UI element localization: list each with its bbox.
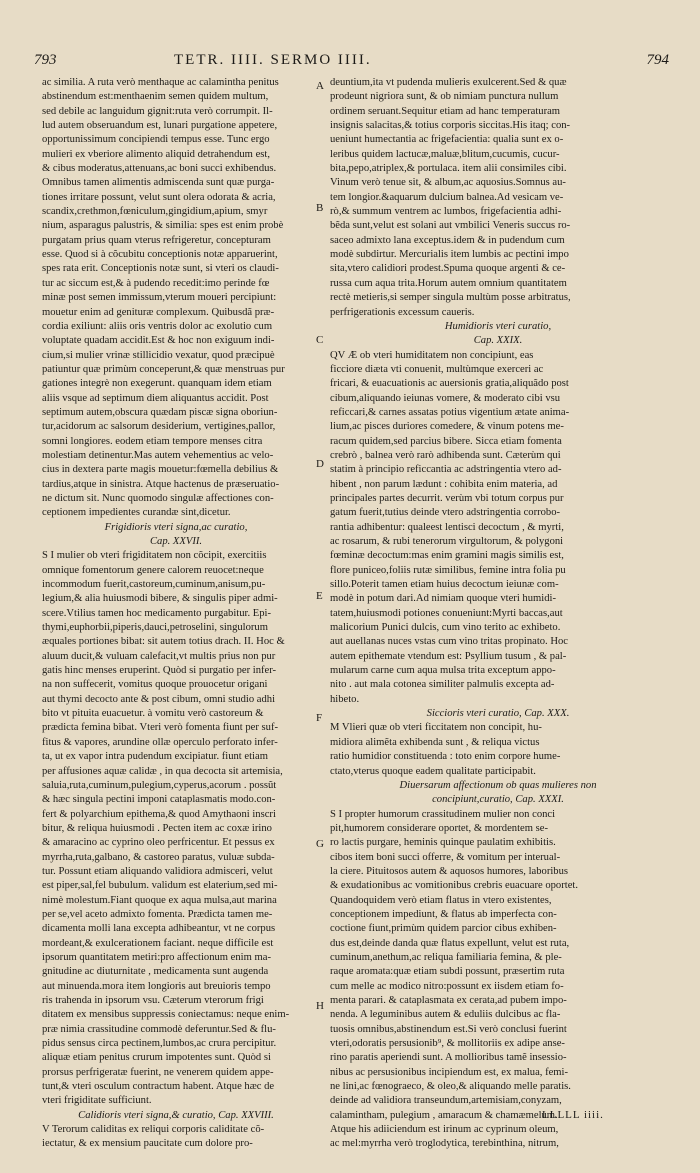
text-line: pidus sensus circa pectinem,lumbos,ac crura percipitur.	[42, 1038, 277, 1050]
text-line: ne lini,ac fœnograeco, & oleo,& aliquando melle paratis.	[330, 1081, 571, 1093]
text-line: cium,si mulier vrinæ stillicidio vexatur, quod præcipuè	[42, 349, 275, 361]
text-line: tiones irritare possunt, velut sunt olera odorata & acria,	[42, 191, 276, 203]
paragraph-opening-line: M Vlieri quæ ob vteri ficcitatem non concipit, hu-	[330, 722, 542, 734]
text-line: fricari, & euacuationis ac auersionis gratia,aliquãdo post	[330, 378, 569, 390]
text-line: menta parari. & cataplasmata ex cerata,ad pubem impo-	[330, 995, 567, 1006]
text-line: ris trahenda in ipsorum vsu. Cæterum vterorum frigi	[42, 995, 264, 1006]
text-line: abstinendum est:menthaenim semen quidem multum,	[42, 91, 269, 103]
left-column	[42, 76, 310, 1152]
text-line: per se,vel aceto admixto fomenta. Prædicta tamen me-	[42, 908, 273, 920]
text-line: conceptionem impediunt, & flatus ab imperfecta con-	[330, 908, 557, 920]
text-line: ac similia. A ruta verò menthaque ac calamintha penitus	[42, 77, 279, 88]
text-line: tur ac siccum est,& à pudendo recedit:imo perinde fœ	[42, 277, 270, 289]
text-line: opportunissimum concipiendi tempus esse. Tunc ergo	[42, 134, 270, 146]
text-line: modè subdirtur. Mercurialis item lumbis ac pectini impo	[330, 249, 569, 261]
text-line: aliis vsque ad septimum diem aliquantus accidit. Post	[42, 392, 269, 404]
text-line: aut auellanas nuces vstas cum vino tritas propinato. Hoc	[330, 636, 569, 648]
text-line: ac rosarum, & rubi tenerorum virgultorum, & polygoni	[330, 536, 564, 547]
text-line: tur. Possunt etiam aliquando validiora admisceri, velut	[42, 865, 273, 877]
text-line: cibum,aliquando ieiunas vomere, & moderato cibi vsu	[330, 392, 561, 404]
text-line: midiora alimẽta exhibenda sunt , & reliqua victus	[330, 736, 540, 748]
text-line: rò,& summum ventrem ac lumbos, frigefacientia adhi-	[330, 206, 562, 218]
text-line: rino paratis aperiendi sunt. A mollioribus tamẽ insessio-	[330, 1052, 567, 1064]
text-line: bita,pepo,atriplex,& portulaca. item alii consimiles cibi.	[330, 163, 567, 175]
text-line: raque aromata:quæ etiam subdi possunt, præsertim ruta	[330, 966, 565, 978]
text-line: purgatam prius quam vterus refrigeretur, concepturam	[42, 234, 271, 246]
text-line: per affusiones aquæ calidæ , in qua decocta sit artemisia,	[42, 765, 283, 777]
text-line: flore puniceo,foliis rutæ similibus, femine intra folia pu	[330, 564, 566, 576]
text-line: legium,& alia huiusmodi bibere, & singulis piper admi-	[42, 593, 278, 605]
text-line: cius in dextera parte magis mouetur:fœmella debilius &	[42, 464, 279, 476]
text-line: insignis salacitas,& totius corporis siccitas.His itaq; con-	[330, 120, 571, 132]
chapter-heading: Calidioris vteri signa,& curatio, Cap. XXVIII.	[78, 1109, 274, 1121]
text-line: prorsus perfrigeratæ fuerint, ne venerem quidem appe-	[42, 1066, 274, 1078]
text-line: tatem,huiusmodi potiones conueniunt:Myrti baccas,aut	[330, 607, 563, 619]
page-number-right: 794	[646, 52, 669, 68]
text-line: malicorium Punici dulcis, cum vino terito ac exhibeto.	[330, 622, 561, 634]
text-line: tunt,& vteri osculum contractum habent. Atque hæc de	[42, 1081, 275, 1093]
text-line: scandix,crethmon,fœniculum,gingidium,apium, smyr	[42, 206, 268, 218]
text-line: cordia exiliunt: aliis oris ventris dolor ac exolutio cum	[42, 320, 273, 332]
text-line: bito vt pituita euacuetur. à vomitu verò castoreum &	[42, 708, 264, 720]
text-line: russa cum aqua trita.Horum autem omnium quantitatem	[330, 277, 567, 289]
margin-letter: H	[316, 1000, 324, 1012]
text-line: ratio humidior constituenda : toto enim corpore hume-	[330, 751, 561, 763]
text-line: nenda. A leguminibus autem & eduliis dulcibus ac fla-	[330, 1009, 561, 1021]
text-line: præ nimia crassitudine commodè deferuntur.Sed & flu-	[42, 1023, 276, 1035]
text-line: rantia adhibentur: qualeest lentisci decoctum , & myrti,	[330, 521, 564, 533]
text-line: tardius,atque in sinistra. Atque hactenus de præseruatio-	[42, 478, 280, 490]
text-line: hibeto.	[330, 693, 360, 705]
text-line: ne dictum sit. Nunc quomodo singulæ affectiones con-	[42, 492, 274, 504]
text-line: coctione fiunt,primùm quidem parcior cibus exhiben-	[330, 923, 557, 935]
margin-letter: D	[316, 458, 324, 470]
text-line: sita,vtero calidiori prodest.Spuma quoque argenti & ce-	[330, 263, 566, 275]
text-line: ro lactis purgare, heminis quinque paulatim exhibitis.	[330, 837, 556, 849]
text-line: dus est,deinde danda quæ flatus expellunt, velut est ruta,	[330, 937, 570, 949]
chapter-heading: concipiunt,curatio, Cap. XXXI.	[432, 794, 564, 806]
text-line: fœminæ decoctum:mas enim gramini magis similis est,	[330, 550, 564, 562]
text-line: fert & polyarchium epithema,& quod Amythaoni inscri	[42, 808, 276, 820]
text-line: calamintham, pulegium , amaracum & chamæmelum.	[330, 1109, 558, 1121]
text-line: vteri frigiditate sufficiunt.	[42, 1095, 152, 1107]
text-line: bẽda sunt,velut est solani aut vmbilici Veneris succus ro-	[330, 220, 571, 232]
text-line: nimè molestum.Fiant quoque ex aqua mulsa,aut marina	[42, 894, 277, 906]
margin-section-letters	[316, 0, 330, 1100]
signature-mark: LLLLL iiii.	[542, 1109, 604, 1121]
text-line: la ciere. Pituitosos autem & aquosos humores, laboribus	[330, 865, 569, 877]
margin-letter: A	[316, 80, 324, 92]
text-line: reficcari,& carnes assatas potius vigentium ætate anima-	[330, 406, 570, 418]
text-line: statim à principio reficcantia ac adstringentia vtero ad-	[330, 464, 562, 476]
text-line: deuntium,ita vt pudenda mulieris exulcerent.Sed & quæ	[330, 77, 567, 88]
text-line: patiuntur quæ primùm conceperunt,& quæ menstruas pur	[42, 363, 285, 375]
text-line: mordeant,& exulcerationem faciant. neque difficile est	[42, 937, 274, 949]
text-line: bitur, & reliqua huiusmodi . Pecten item ac coxæ irino	[42, 822, 272, 834]
text-line: rectè metieris,si semper singula multùm posse arbitratus,	[330, 292, 571, 304]
text-line: perfrigerationis excessum caueris.	[330, 306, 475, 318]
text-line: ueniunt humectantia ac frigefacientia: qualia sunt ex o-	[330, 134, 564, 146]
text-line: na non suffecerit, vomitus quoque prouocetur origani	[42, 679, 268, 691]
chapter-heading: Diuersarum affectionum ob quas mulieres non	[399, 779, 597, 791]
text-line: racum quidem,sed parcius bibere. Sicca etiam fomenta	[330, 435, 562, 447]
right-column	[330, 76, 666, 1152]
text-line: somni longiores. eodem etiam tempore menses citra	[42, 435, 263, 447]
text-line: nito . aut mala cotonea similiter palmulis excepta ad-	[330, 679, 555, 691]
chapter-heading: Cap. XXVII.	[149, 536, 203, 547]
chapter-heading: Cap. XXIX.	[473, 335, 523, 347]
text-line: nibus ac persusionibus incipiendum est, ex malua, femi-	[330, 1066, 569, 1078]
text-line: ac mel:myrrha verò troglodytica, terebinthina, nitrum,	[330, 1138, 559, 1150]
text-line: ditatem ex mensibus suppressis coniectamus: neque enim-	[42, 1009, 290, 1021]
text-line: pit,humorem considerare oportet, & mordentem se-	[330, 822, 548, 834]
text-line: est piper,sal,fel bubulum. validum est elaterium,sed mi-	[42, 880, 278, 892]
margin-letter: F	[316, 712, 323, 724]
chapter-heading: Humidioris vteri curatio,	[444, 320, 552, 332]
text-line: mouetur enim ad genituræ complexum. Quibusdã præ-	[42, 306, 275, 318]
text-line: & hæc singula pectini imponi cataplasmatis modo.con-	[42, 794, 276, 806]
text-line: iectatur, & ex mensium paucitate cum dolore pro-	[42, 1138, 253, 1150]
text-line: mularum carne cum aqua mulsa trita exceptum appo-	[330, 665, 556, 677]
text-line: & amaracino ac cyprino oleo perfricentur. Et pessus ex	[42, 837, 275, 849]
text-line: & cibus moderatus,attenuans,ac boni succi exhibendus.	[42, 163, 277, 175]
text-line: cuminum,anethum,ac reliqua familiaria femina, & ple-	[330, 951, 562, 963]
text-line: ceptionem impedientes curandæ sint,dicetur.	[42, 507, 231, 519]
text-line: modè in potum dari.Ad nimiam quoque vteri humidi-	[330, 593, 556, 605]
margin-letter: C	[316, 334, 324, 346]
text-line: saluia,ruta,cuminum,pulegium,cyperus,acorum . possũt	[42, 779, 277, 791]
text-line: ta, ut ex vapor intra pudendum excipiatur. fiunt etiam	[42, 751, 268, 763]
text-line: aluum ducit,& vuluam calefacit,vt multis prius non pur	[42, 650, 276, 662]
text-line: spes rata erit. Conceptionis notæ sunt, si vteri os claudi-	[42, 263, 279, 275]
text-line: principales partes decurrit. verùm vbi totum corpus pur	[330, 492, 564, 504]
text-line: vteri,odoratis persusionib⁹, & mollitoriis ex adipe anse-	[330, 1038, 565, 1050]
chapter-heading: Siccioris vteri curatio, Cap. XXX.	[426, 708, 570, 720]
text-line: sillo.Poterit tamen etiam huius decoctum ieiunæ com-	[330, 579, 559, 591]
text-line: ctato,vterus quoque eadem qualitate participabit.	[330, 765, 536, 777]
text-line: prodeunt nigriora sunt, & ob nimiam punctura nullum	[330, 91, 559, 103]
text-line: nium, asparagus palustris, & similia: spes est enim probè	[42, 220, 284, 232]
margin-letter: G	[316, 838, 324, 850]
text-line: aut minuenda.mora item longioris aut breuioris tempo	[42, 980, 271, 992]
text-line: gationes integrè non exegerunt. quanquam idem etiam	[42, 378, 272, 390]
text-line: saceo admixto lana exceptus.idem & in pudendum cum	[330, 234, 565, 246]
text-line: minæ post semen immissum,vterum moueri percipiunt:	[42, 292, 277, 304]
text-line: molestiam detinentur.Mas autem vehementius ac velo-	[42, 449, 274, 461]
text-line: aut thymi decocto ante & post cibum, omni studio adhi	[42, 693, 276, 705]
text-line: sed debile ac languidum gignit:ruta verò corrumpit. Il-	[42, 105, 273, 117]
text-line: Atque his adiiciendum est irinum ac cyprinum oleum,	[330, 1124, 559, 1136]
text-line: Quandoquidem verò etiam flatus in vtero existentes,	[330, 894, 552, 906]
text-line: tem longior.&aquarum dulcium balnea.Ad vesicam ve-	[330, 191, 564, 203]
text-line: & exudationibus ac vomitionibus crebris euacuare oportet.	[330, 880, 578, 892]
text-line: myrrha,ruta,galbano, & castoreo paratus, vuluæ subda-	[42, 851, 275, 863]
text-line: deinde ad validiora transeundum,artemisiam,conyzam,	[330, 1095, 562, 1107]
text-line: autem epithemate vtendum est: Psyllium tusum , & pal-	[330, 650, 567, 662]
text-line: cibos item boni succi offerre, & vomitum per interual-	[330, 851, 561, 863]
text-line: ipsorum quantitatem metiri:pro affectionum enim ma-	[42, 951, 271, 963]
text-line: æquales portiones bibat: sit autem totius drach. II. Hoc &	[42, 636, 285, 648]
text-line: tuosis omnibus,abstinendum est.Si verò conclusi fuerint	[330, 1023, 567, 1035]
text-line: thymi,euphorbii,piperis,dauci,petroselini, singulorum	[42, 622, 268, 634]
text-line: Vinum verò tenue sit, & album,ac aquosius.Somnus au-	[330, 177, 566, 189]
text-line: aliquæ etiam penitus crurum impotentes sunt. Quòd si	[42, 1052, 271, 1064]
text-line: omnique fomentorum genere calorem reuocet:neque	[42, 564, 264, 576]
text-line: lud autem obseruandum est, lunari purgatione appetere,	[42, 120, 278, 132]
text-line: tur,acidorum ac salsorum desiderium, vertigines,pallor,	[42, 421, 276, 433]
margin-letter: B	[316, 202, 324, 214]
text-line: prædicta femina bibat. Vteri verò fomenta fiunt per suf-	[42, 722, 279, 734]
paragraph-opening-line: V Terorum caliditas ex reliqui corporis caliditate cõ-	[42, 1124, 265, 1136]
text-line: leribus quidem lactucæ,maluæ,blitum,cucumis, cucur-	[330, 148, 560, 160]
text-line: gatis hinc menses eruperint. Quòd si purgatio per infer-	[42, 665, 277, 677]
text-line: dicamenta molli lana excepta adhibeantur, vt ne corpus	[42, 923, 276, 935]
text-line: voluptate quadam accidit.Est & hoc non exiguum indi-	[42, 335, 275, 347]
text-line: fitus & vapores, arundine ollæ operculo perforato infer-	[42, 736, 278, 748]
text-line: ficciore diæta vti conuenit, multùmque exerceri ac	[330, 363, 544, 375]
text-line: lium,ac pisces duriores comedere, & vinum potens me-	[330, 421, 564, 433]
paragraph-opening-line: QV Æ ob vteri humiditatem non concipiunt, eas	[330, 349, 534, 361]
text-line: crebrò , balnea verò rarò adhibenda sunt. Cæterùm qui	[330, 449, 561, 461]
text-line: incommodum fuerit,castoreum,cuminum,anisum,pu-	[42, 579, 266, 591]
chapter-heading: Frigidioris vteri signa,ac curatio,	[104, 521, 248, 533]
paragraph-opening-line: S I propter humorum crassitudinem mulier non conci	[330, 808, 556, 820]
text-line: ordinem seruant.Sequitur etiam ad hanc temperaturam	[330, 105, 561, 117]
text-line: gnitudine ac diuturnitate , medicamenta sunt augenda	[42, 966, 269, 978]
text-line: mulieri ex vberiore alimento aliquid detrahendum est,	[42, 148, 270, 160]
text-line: septimum autem,obscura quædam piscæ signa oboriun-	[42, 406, 278, 418]
text-line: gatum fuerit,tutius deinde vtero adstringentia corrobo-	[330, 507, 561, 519]
text-line: hibent , non parum lædunt : cohibita enim materia, ad	[330, 478, 558, 490]
paragraph-opening-line: S I mulier ob vteri frigiditatem non cõcipit, exercitiis	[42, 550, 267, 562]
running-title: TETR. IIII. SERMO IIII.	[174, 52, 372, 68]
text-line: cum melle ac modico nitro:possunt ex iisdem etiam fo-	[330, 980, 564, 992]
page-number-left: 793	[34, 52, 57, 68]
text-line: esse. Quod si à cõcubitu conceptionis notæ apparuerint,	[42, 249, 278, 261]
text-line: Omnibus tamen alimentis admiscenda sunt quæ purga-	[42, 177, 275, 189]
text-line: scere.Vtilius tamen hoc medicamento purgabitur. Epi-	[42, 607, 271, 619]
page-header	[34, 52, 669, 74]
margin-letter: E	[316, 590, 323, 602]
